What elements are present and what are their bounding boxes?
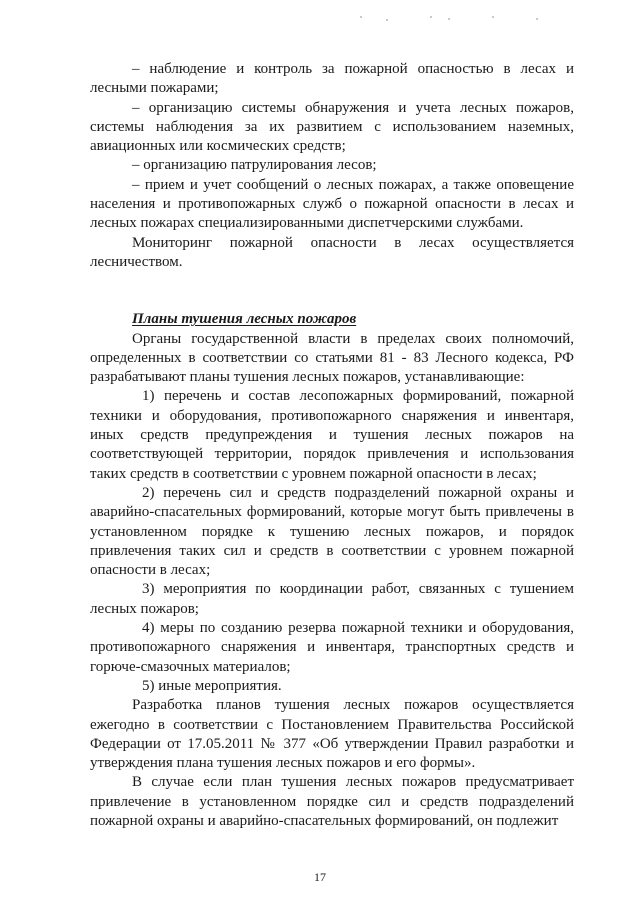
scan-noise xyxy=(360,16,560,24)
text-line: 4) меры по созданию резерва пожарной техники и оборудования, xyxy=(142,620,574,637)
text-line: – организацию патрулирования лесов; xyxy=(132,157,377,174)
text-line: Федерации от 17.05.2011 № 377 «Об утверждении Правил разработки и xyxy=(90,735,574,752)
paragraph xyxy=(90,176,574,234)
section-heading: Планы тушения лесных пожаров xyxy=(132,311,357,328)
paragraph xyxy=(90,696,574,773)
text-line: Разработка планов тушения лесных пожаров осуществляется xyxy=(132,697,574,714)
text-line: пожарной охраны и аварийно-спасательных формирований, он подлежит xyxy=(90,812,559,829)
text-line: привлечение в установленном порядке сил и средств подразделений xyxy=(90,793,574,810)
paragraph xyxy=(90,484,574,580)
paragraph xyxy=(90,677,574,696)
text-line: утверждения плана тушения лесных пожаров и его формы». xyxy=(90,755,476,772)
scan-speck xyxy=(360,16,362,18)
fire-plans-section xyxy=(90,330,574,832)
text-line: населения и противопожарных служб о пожарной опасности в лесах и xyxy=(90,196,574,213)
paragraph xyxy=(90,387,574,483)
monitoring-section xyxy=(90,60,574,272)
body-text xyxy=(90,60,574,831)
text-line: аварийно-спасательных формирований, которые могут быть привлечены в xyxy=(90,504,574,521)
text-line: 1) перечень и состав лесопожарных формирований, пожарной xyxy=(142,388,574,405)
text-line: горюче-смазочных материалов; xyxy=(90,658,291,675)
text-line: лесных пожаров; xyxy=(90,600,199,617)
text-line: техники и оборудования, противопожарного снаряжения и инвентаря, xyxy=(90,407,574,424)
paragraph xyxy=(90,60,574,99)
paragraph xyxy=(90,330,574,388)
text-line: – организацию системы обнаружения и учета лесных пожаров, xyxy=(132,99,574,116)
text-line: соответствующей территории, порядок привлечения и использования xyxy=(90,446,574,463)
text-line: – наблюдение и контроль за пожарной опасностью в лесах и xyxy=(132,61,574,77)
text-line: Органы государственной власти в пределах своих полномочий, xyxy=(132,330,574,347)
paragraph xyxy=(90,619,574,677)
text-line: определенных в соответствии со статьями 81 - 83 Лесного кодекса, РФ xyxy=(90,349,574,366)
text-line: лесничеством. xyxy=(90,253,183,270)
text-line: лесных пожарах специализированными диспетчерскими службами. xyxy=(90,215,524,232)
paragraph xyxy=(90,156,574,175)
paragraph xyxy=(90,773,574,831)
scan-speck xyxy=(492,16,494,18)
text-line: 5) иные мероприятия. xyxy=(142,677,282,694)
section-gap xyxy=(90,272,574,310)
text-line: 2) перечень сил и средств подразделений пожарной охраны и xyxy=(142,484,574,501)
page-number: 17 xyxy=(314,870,326,884)
text-line: 3) мероприятия по координации работ, связанных с тушением xyxy=(142,581,574,598)
text-line: разрабатывают планы тушения лесных пожаров, устанавливающие: xyxy=(90,369,525,386)
text-line: привлечения таких сил и средств в соответствии с уровнем пожарной xyxy=(90,542,574,559)
paragraph xyxy=(90,580,574,619)
text-line: Мониторинг пожарной опасности в лесах осуществляется xyxy=(132,234,574,251)
text-line: – прием и учет сообщений о лесных пожарах, а также оповещение xyxy=(132,176,574,193)
scan-speck xyxy=(448,18,450,20)
scan-speck xyxy=(430,16,432,18)
text-line: авиационных или космических средств; xyxy=(90,138,346,155)
paragraph xyxy=(90,99,574,157)
paragraph xyxy=(90,234,574,273)
text-line: ежегодно в соответствии с Постановлением Правительства Российской xyxy=(90,716,574,733)
text-line: таких средств в соответствии с уровнем пожарной опасности в лесах; xyxy=(90,465,537,482)
scan-speck xyxy=(536,18,538,20)
scan-speck xyxy=(386,19,388,21)
text-line: противопожарного снаряжения и инвентаря, транспортных средств и xyxy=(90,639,574,656)
text-line: лесными пожарами; xyxy=(90,80,219,97)
text-line: установленном порядке к тушению лесных пожаров, и порядок xyxy=(90,523,574,540)
text-line: опасности в лесах; xyxy=(90,562,211,579)
text-line: иных средств предупреждения и тушения лесных пожаров на xyxy=(90,427,574,444)
text-line: В случае если план тушения лесных пожаров предусматривает xyxy=(132,774,574,791)
text-line: системы наблюдения за их развитием с использованием наземных, xyxy=(90,118,574,135)
